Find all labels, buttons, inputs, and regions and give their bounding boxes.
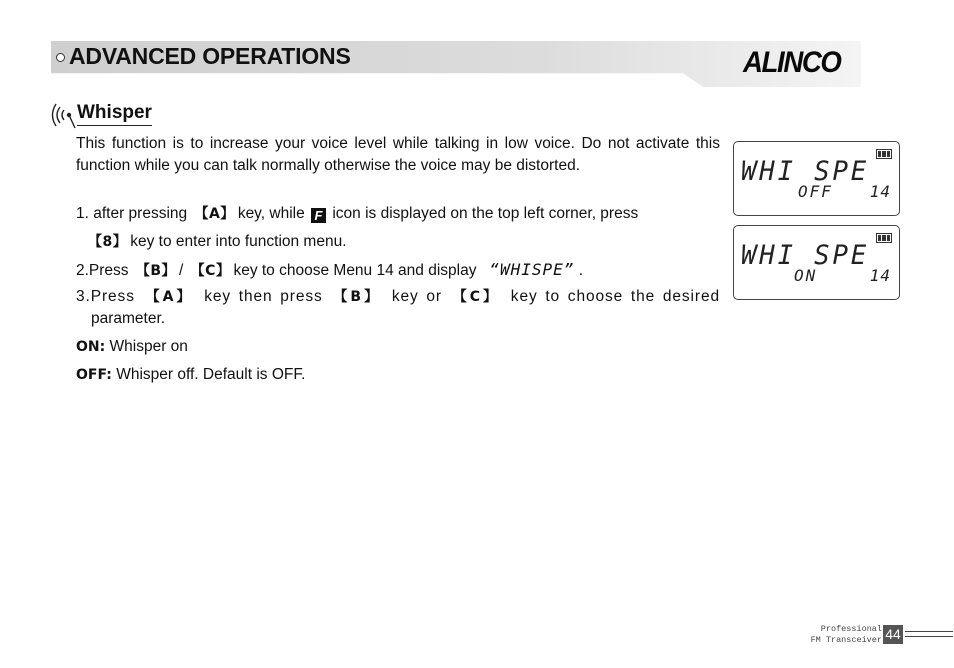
footer-line-2: FM Transceiver	[810, 635, 882, 645]
step-1-prefix: 1. after pressing	[76, 205, 188, 222]
step-2-slash: /	[179, 262, 184, 279]
key-a-step3: 【A】	[145, 289, 194, 305]
intro-paragraph: This function is to increase your voice level while talking in low voice. Do not activate this function while you can talk normally otherwise the voice may be distorted.	[76, 135, 720, 174]
footer-line-1: Professional	[820, 624, 882, 634]
page-title: ADVANCED OPERATIONS	[69, 43, 351, 69]
lcd-display-on	[733, 225, 900, 300]
option-desc: Whisper off. Default is OFF.	[116, 366, 306, 383]
step-3-mid-1: key then press	[204, 288, 323, 305]
option-on	[76, 336, 720, 358]
option-label: ON:	[76, 339, 106, 355]
whisper-wave-icon	[48, 100, 78, 130]
step-2-prefix: 2.Press	[76, 262, 129, 279]
option-desc: Whisper on	[109, 338, 188, 355]
brand-logo: ALINCO	[743, 46, 841, 79]
lcd-display-off	[733, 141, 900, 216]
function-f-icon: F	[311, 208, 326, 223]
step-2-end: .	[578, 262, 584, 279]
step-3-mid-3: key to choose the desired	[510, 288, 721, 305]
page-number: 44	[883, 625, 903, 644]
step-3-line-1	[76, 286, 720, 308]
step-1-end: key to enter into function menu.	[130, 233, 347, 250]
footer-rule-bottom	[905, 636, 953, 637]
header-bullet-icon	[56, 53, 65, 62]
step-2-mid: key to choose Menu 14 and display	[233, 262, 477, 279]
lcd-value-text: OFF	[798, 182, 833, 201]
step-3-prefix: 3.Press	[76, 288, 135, 305]
lcd-menu-number: 14	[869, 182, 891, 201]
battery-icon	[876, 149, 892, 159]
footer-rule-top	[905, 631, 953, 632]
section-title: Whisper	[77, 102, 152, 126]
step-1-line-1	[76, 203, 720, 225]
key-a: 【A】	[194, 206, 235, 222]
step-3-mid-2: key or	[391, 288, 442, 305]
option-off	[76, 364, 720, 386]
lcd-value-text: ON	[794, 266, 818, 285]
step-1-line-2	[88, 231, 732, 253]
step-1-rest: icon is displayed on the top left corner, press	[332, 205, 639, 222]
lcd-main-text: WHI SPE	[741, 240, 870, 271]
key-c-step3: 【C】	[452, 289, 501, 305]
key-c: 【C】	[190, 263, 231, 279]
key-b-step3: 【B】	[333, 289, 382, 305]
footer-caption	[800, 624, 882, 646]
key-8: 【8】	[88, 234, 128, 250]
step-1-mid: key, while	[237, 205, 305, 222]
menu-display-text: “WHISPE”	[489, 260, 575, 279]
lcd-menu-number: 14	[869, 266, 891, 285]
step-2	[76, 259, 720, 282]
key-b: 【B】	[135, 263, 177, 279]
option-label: OFF:	[76, 367, 112, 383]
battery-icon	[876, 233, 892, 243]
step-3-line-2: parameter.	[91, 310, 166, 327]
lcd-main-text: WHI SPE	[741, 156, 870, 187]
